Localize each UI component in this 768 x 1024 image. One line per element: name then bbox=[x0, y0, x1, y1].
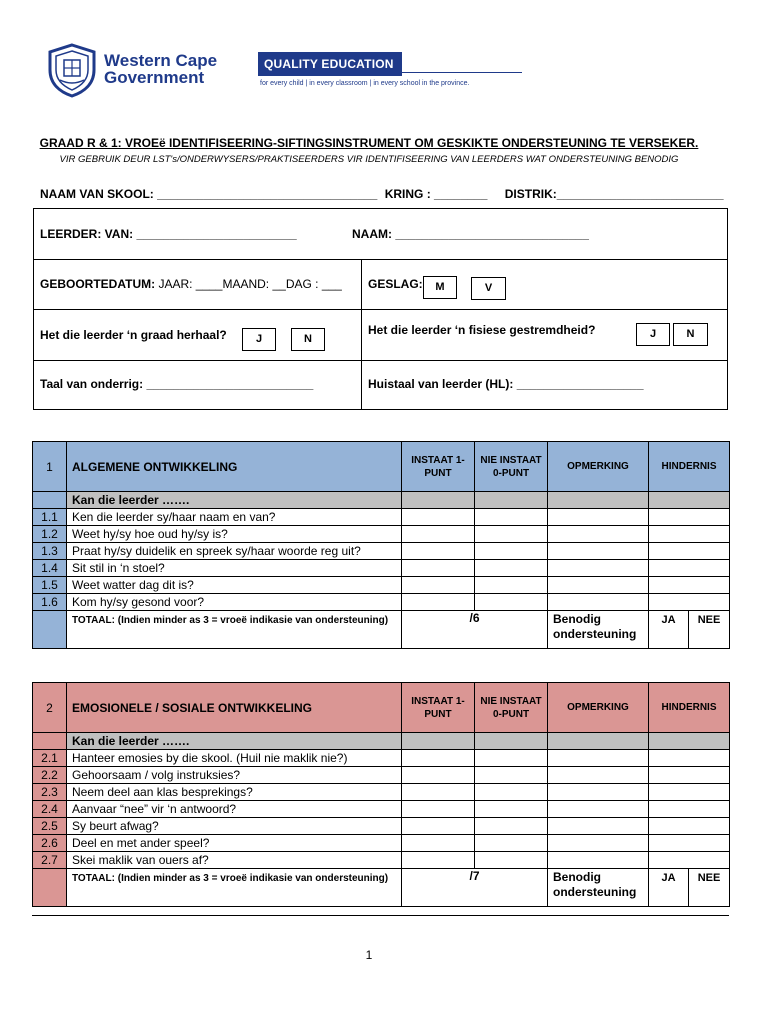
hindernis-cell[interactable] bbox=[649, 801, 730, 818]
table-row bbox=[33, 577, 730, 594]
instaat-cell[interactable] bbox=[402, 509, 475, 526]
support-no-cell[interactable]: NEE bbox=[689, 611, 730, 649]
hindernis-cell[interactable] bbox=[649, 526, 730, 543]
item-number: 2.7 bbox=[33, 852, 67, 869]
support-yes-cell[interactable]: JA bbox=[649, 611, 689, 649]
instaat-cell[interactable] bbox=[402, 801, 475, 818]
repeat-grade-yes-box[interactable]: J bbox=[242, 328, 276, 351]
hindernis-cell[interactable] bbox=[649, 818, 730, 835]
opmerking-cell[interactable] bbox=[548, 560, 649, 577]
table-row bbox=[33, 526, 730, 543]
logo-line-2: Government bbox=[104, 68, 205, 87]
hindernis-header: HINDERNIS bbox=[649, 442, 730, 492]
repeat-grade-no-box[interactable]: N bbox=[291, 328, 325, 351]
hindernis-cell[interactable] bbox=[649, 560, 730, 577]
instaat-cell[interactable] bbox=[402, 784, 475, 801]
nie-instaat-cell[interactable] bbox=[475, 835, 548, 852]
opmerking-cell[interactable] bbox=[548, 852, 649, 869]
distrik-field[interactable]: DISTRIK:_________________________ bbox=[504, 187, 724, 201]
table-row bbox=[33, 835, 730, 852]
total-row bbox=[33, 869, 730, 907]
coat-of-arms-icon bbox=[44, 42, 100, 98]
hindernis-header: HINDERNIS bbox=[649, 683, 730, 733]
item-number: 1.4 bbox=[33, 560, 67, 577]
instaat-cell[interactable] bbox=[402, 818, 475, 835]
opmerking-cell[interactable] bbox=[548, 750, 649, 767]
instaat-cell[interactable] bbox=[402, 526, 475, 543]
qe-title: QUALITY EDUCATION bbox=[258, 52, 402, 76]
hindernis-cell[interactable] bbox=[649, 577, 730, 594]
nie-instaat-cell[interactable] bbox=[475, 543, 548, 560]
school-line bbox=[40, 187, 724, 201]
opmerking-cell[interactable] bbox=[548, 577, 649, 594]
hindernis-cell[interactable] bbox=[649, 750, 730, 767]
hindernis-cell[interactable] bbox=[649, 835, 730, 852]
disability-question: Het die leerder ‘n fisiese gestremdheid? bbox=[368, 323, 596, 337]
item-number: 1.3 bbox=[33, 543, 67, 560]
item-text: Ken die leerder sy/haar naam en van? bbox=[67, 509, 402, 526]
nie-instaat-cell[interactable] bbox=[475, 818, 548, 835]
section-header-row bbox=[33, 683, 730, 733]
section-header-row bbox=[33, 442, 730, 492]
divider bbox=[34, 309, 727, 310]
opmerking-header: OPMERKING bbox=[548, 442, 649, 492]
learner-name-field[interactable]: NAAM: _____________________________ bbox=[352, 227, 589, 241]
quality-education-logo bbox=[258, 52, 528, 92]
home-language-field[interactable]: Huistaal van leerder (HL): ___________________ bbox=[368, 377, 644, 391]
table-row bbox=[33, 818, 730, 835]
table-row bbox=[33, 852, 730, 869]
instaat-cell[interactable] bbox=[402, 767, 475, 784]
section-title: EMOSIONELE / SOSIALE ONTWIKKELING bbox=[67, 683, 402, 733]
disability-no-box[interactable]: N bbox=[673, 323, 708, 346]
table-row bbox=[33, 594, 730, 611]
item-text: Neem deel aan klas besprekings? bbox=[67, 784, 402, 801]
item-text: Weet watter dag dit is? bbox=[67, 577, 402, 594]
table-row bbox=[33, 801, 730, 818]
hindernis-cell[interactable] bbox=[649, 509, 730, 526]
item-number: 2.1 bbox=[33, 750, 67, 767]
table-row bbox=[33, 767, 730, 784]
item-number: 1.6 bbox=[33, 594, 67, 611]
item-number: 2.6 bbox=[33, 835, 67, 852]
logo-line-1: Western Cape bbox=[104, 51, 218, 70]
table-row bbox=[33, 543, 730, 560]
total-row bbox=[33, 611, 730, 649]
table-row bbox=[33, 560, 730, 577]
can-the-learner-label: Kan die leerder ……. bbox=[67, 733, 402, 750]
western-cape-government-logo bbox=[44, 42, 234, 100]
opmerking-cell[interactable] bbox=[548, 818, 649, 835]
hindernis-cell[interactable] bbox=[649, 784, 730, 801]
opmerking-cell[interactable] bbox=[548, 784, 649, 801]
opmerking-cell[interactable] bbox=[548, 801, 649, 818]
section-1-table bbox=[32, 441, 730, 649]
birthdate-parts: JAAR: ____MAAND: __DAG : ___ bbox=[158, 277, 342, 291]
hindernis-cell[interactable] bbox=[649, 543, 730, 560]
nie-instaat-cell[interactable] bbox=[475, 852, 548, 869]
disability-yes-box[interactable]: J bbox=[636, 323, 670, 346]
total-label: TOTAAL: (Indien minder as 3 = vroeë indikasie van ondersteuning) bbox=[67, 611, 402, 649]
gender-m-box[interactable]: M bbox=[423, 276, 457, 299]
page-number: 1 bbox=[365, 948, 373, 962]
item-number: 1.1 bbox=[33, 509, 67, 526]
instaat-header: INSTAAT 1-PUNT bbox=[402, 683, 475, 733]
item-number: 2.5 bbox=[33, 818, 67, 835]
opmerking-cell[interactable] bbox=[548, 835, 649, 852]
support-needed-label: Benodig ondersteuning bbox=[548, 611, 649, 649]
sub-header-row bbox=[33, 492, 730, 509]
item-number: 2.4 bbox=[33, 801, 67, 818]
kring-field[interactable]: KRING : ________ bbox=[384, 187, 488, 201]
qe-divider bbox=[402, 72, 522, 73]
item-text: Aanvaar “nee” vir ‘n antwoord? bbox=[67, 801, 402, 818]
section-number: 2 bbox=[33, 683, 67, 733]
instaat-cell[interactable] bbox=[402, 577, 475, 594]
section-number: 1 bbox=[33, 442, 67, 492]
learner-info-box bbox=[33, 208, 728, 410]
nie-instaat-header: NIE INSTAAT 0-PUNT bbox=[475, 683, 548, 733]
qe-tagline: for every child | in every classroom | in every school in the province. bbox=[260, 80, 470, 87]
document-subtitle: VIR GEBRUIK DEUR LST's/ONDERWYSERS/PRAKTISEERDERS VIR IDENTIFISEERING VAN LEERDERS WAT ONDERSTEUNING BENODIG bbox=[59, 154, 679, 165]
opmerking-cell[interactable] bbox=[548, 594, 649, 611]
nie-instaat-cell[interactable] bbox=[475, 750, 548, 767]
total-score[interactable]: /7 bbox=[402, 869, 548, 907]
repeat-grade-question: Het die leerder ‘n graad herhaal? bbox=[40, 328, 227, 342]
support-needed-label: Benodig ondersteuning bbox=[548, 869, 649, 907]
item-number: 2.3 bbox=[33, 784, 67, 801]
table-row bbox=[33, 784, 730, 801]
table-row bbox=[33, 509, 730, 526]
divider bbox=[34, 360, 727, 361]
document-title: GRAAD R & 1: VROEë IDENTIFISEERING-SIFTINGSINSTRUMENT OM GESKIKTE ONDERSTEUNING TE VERSEKER. bbox=[39, 136, 699, 150]
opmerking-cell[interactable] bbox=[548, 526, 649, 543]
instaat-cell[interactable] bbox=[402, 543, 475, 560]
hindernis-cell[interactable] bbox=[649, 594, 730, 611]
total-score[interactable]: /6 bbox=[402, 611, 548, 649]
item-text: Sit stil in ‘n stoel? bbox=[67, 560, 402, 577]
can-the-learner-label: Kan die leerder ……. bbox=[67, 492, 402, 509]
opmerking-cell[interactable] bbox=[548, 543, 649, 560]
nie-instaat-header: NIE INSTAAT 0-PUNT bbox=[475, 442, 548, 492]
item-text: Weet hy/sy hoe oud hy/sy is? bbox=[67, 526, 402, 543]
birthdate-field[interactable] bbox=[40, 277, 342, 291]
item-number: 1.2 bbox=[33, 526, 67, 543]
nie-instaat-cell[interactable] bbox=[475, 526, 548, 543]
school-name-field[interactable]: NAAM VAN SKOOL: _________________________________ bbox=[40, 187, 378, 201]
total-label: TOTAAL: (Indien minder as 3 = vroeë indikasie van ondersteuning) bbox=[67, 869, 402, 907]
item-text: Praat hy/sy duidelik en spreek sy/haar woorde reg uit? bbox=[67, 543, 402, 560]
item-text: Hanteer emosies by die skool. (Huil nie maklik nie?) bbox=[67, 750, 402, 767]
instaat-cell[interactable] bbox=[402, 594, 475, 611]
section-title: ALGEMENE ONTWIKKELING bbox=[67, 442, 402, 492]
item-text: Kom hy/sy gesond voor? bbox=[67, 594, 402, 611]
opmerking-cell[interactable] bbox=[548, 767, 649, 784]
teaching-language-field[interactable]: Taal van onderrig: _________________________ bbox=[40, 377, 314, 391]
footer-divider bbox=[32, 915, 729, 916]
nie-instaat-cell[interactable] bbox=[475, 577, 548, 594]
birthdate-label: GEBOORTEDATUM: bbox=[40, 277, 159, 291]
section-2-table bbox=[32, 682, 730, 907]
item-text: Sy beurt afwag? bbox=[67, 818, 402, 835]
instaat-cell[interactable] bbox=[402, 852, 475, 869]
item-text: Skei maklik van ouers af? bbox=[67, 852, 402, 869]
table-row bbox=[33, 750, 730, 767]
item-number: 2.2 bbox=[33, 767, 67, 784]
instaat-header: INSTAAT 1-PUNT bbox=[402, 442, 475, 492]
instaat-cell[interactable] bbox=[402, 560, 475, 577]
nie-instaat-cell[interactable] bbox=[475, 784, 548, 801]
divider bbox=[34, 259, 727, 260]
support-yes-cell[interactable]: JA bbox=[649, 869, 689, 907]
item-text: Deel en met ander speel? bbox=[67, 835, 402, 852]
learner-surname-field[interactable]: LEERDER: VAN: ________________________ bbox=[40, 227, 297, 241]
divider bbox=[361, 259, 362, 409]
sub-header-row bbox=[33, 733, 730, 750]
nie-instaat-cell[interactable] bbox=[475, 509, 548, 526]
nie-instaat-cell[interactable] bbox=[475, 560, 548, 577]
logo-text bbox=[104, 52, 217, 86]
item-number: 1.5 bbox=[33, 577, 67, 594]
gender-v-box[interactable]: V bbox=[471, 277, 506, 300]
hindernis-cell[interactable] bbox=[649, 852, 730, 869]
gender-label: GESLAG: bbox=[368, 277, 423, 291]
nie-instaat-cell[interactable] bbox=[475, 801, 548, 818]
hindernis-cell[interactable] bbox=[649, 767, 730, 784]
nie-instaat-cell[interactable] bbox=[475, 594, 548, 611]
nie-instaat-cell[interactable] bbox=[475, 767, 548, 784]
opmerking-cell[interactable] bbox=[548, 509, 649, 526]
item-text: Gehoorsaam / volg instruksies? bbox=[67, 767, 402, 784]
support-no-cell[interactable]: NEE bbox=[689, 869, 730, 907]
instaat-cell[interactable] bbox=[402, 750, 475, 767]
opmerking-header: OPMERKING bbox=[548, 683, 649, 733]
instaat-cell[interactable] bbox=[402, 835, 475, 852]
